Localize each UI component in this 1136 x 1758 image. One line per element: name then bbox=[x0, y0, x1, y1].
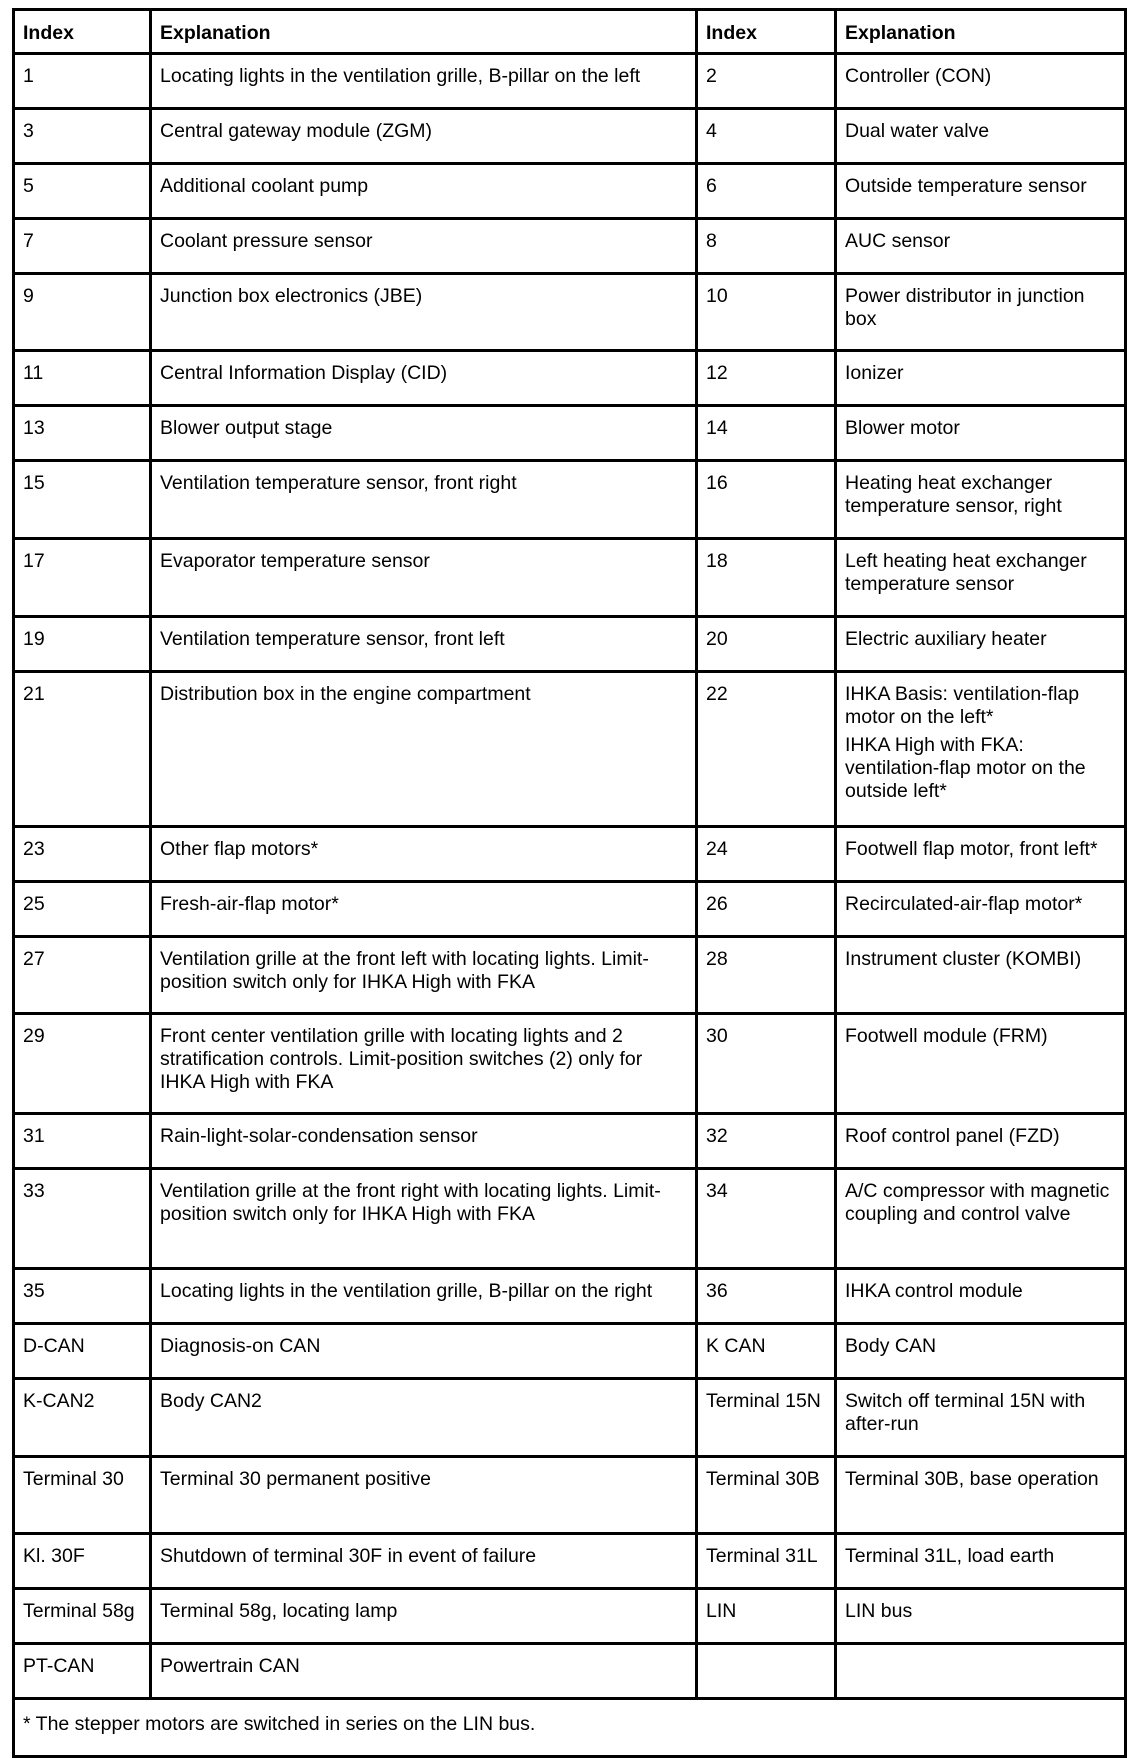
table-row bbox=[14, 1014, 1126, 1114]
explanation-cell: Terminal 58g, locating lamp bbox=[151, 1589, 697, 1644]
index-cell: 26 bbox=[697, 882, 836, 937]
explanation-cell: Evaporator temperature sensor bbox=[151, 539, 697, 617]
table-row bbox=[14, 882, 1126, 937]
index-cell: 20 bbox=[697, 617, 836, 672]
index-cell: 27 bbox=[14, 937, 151, 1014]
explanation-cell bbox=[836, 1644, 1126, 1699]
index-cell: 17 bbox=[14, 539, 151, 617]
explanation-cell: Ventilation temperature sensor, front left bbox=[151, 617, 697, 672]
table-row bbox=[14, 351, 1126, 406]
index-cell: 23 bbox=[14, 827, 151, 882]
table-row bbox=[14, 827, 1126, 882]
explanation-cell: Powertrain CAN bbox=[151, 1644, 697, 1699]
explanation-cell: Fresh-air-flap motor* bbox=[151, 882, 697, 937]
explanation-cell: Central Information Display (CID) bbox=[151, 351, 697, 406]
explanation-cell: Front center ventilation grille with locating lights and 2 stratification controls. Limit-position switches (2) only for IHKA High with FKA bbox=[151, 1014, 697, 1114]
explanation-cell: IHKA control module bbox=[836, 1269, 1126, 1324]
table-row bbox=[14, 1379, 1126, 1457]
explanation-cell: Footwell flap motor, front left* bbox=[836, 827, 1126, 882]
index-cell: 35 bbox=[14, 1269, 151, 1324]
explanation-cell: Blower motor bbox=[836, 406, 1126, 461]
table-row bbox=[14, 1534, 1126, 1589]
explanation-cell: AUC sensor bbox=[836, 219, 1126, 274]
explanation-cell: LIN bus bbox=[836, 1589, 1126, 1644]
index-cell: Terminal 15N bbox=[697, 1379, 836, 1457]
index-cell: D-CAN bbox=[14, 1324, 151, 1379]
index-cell: K CAN bbox=[697, 1324, 836, 1379]
index-cell: LIN bbox=[697, 1589, 836, 1644]
table-row bbox=[14, 164, 1126, 219]
explanation-paragraph: IHKA Basis: ventilation-flap motor on the left* bbox=[845, 683, 1080, 728]
index-cell: 8 bbox=[697, 219, 836, 274]
index-cell: 16 bbox=[697, 461, 836, 539]
index-cell: 6 bbox=[697, 164, 836, 219]
explanation-cell: Blower output stage bbox=[151, 406, 697, 461]
explanation-cell: Central gateway module (ZGM) bbox=[151, 109, 697, 164]
explanation-cell: Ventilation grille at the front right with locating lights. Limit-position switch only for IHKA High with FKA bbox=[151, 1169, 697, 1269]
index-cell: 25 bbox=[14, 882, 151, 937]
explanation-cell: Power distributor in junction box bbox=[836, 274, 1126, 351]
table-row bbox=[14, 109, 1126, 164]
explanation-cell: Distribution box in the engine compartment bbox=[151, 672, 697, 827]
header-row bbox=[14, 10, 1126, 54]
explanation-cell: Left heating heat exchanger temperature sensor bbox=[836, 539, 1126, 617]
explanation-cell: Recirculated-air-flap motor* bbox=[836, 882, 1126, 937]
table-row bbox=[14, 1589, 1126, 1644]
index-cell: 9 bbox=[14, 274, 151, 351]
explanation-cell: Dual water valve bbox=[836, 109, 1126, 164]
index-cell: 5 bbox=[14, 164, 151, 219]
explanation-cell: Junction box electronics (JBE) bbox=[151, 274, 697, 351]
explanation-cell: Locating lights in the ventilation grille, B-pillar on the right bbox=[151, 1269, 697, 1324]
explanation-cell: Footwell module (FRM) bbox=[836, 1014, 1126, 1114]
table-row bbox=[14, 1269, 1126, 1324]
index-cell: Terminal 30 bbox=[14, 1457, 151, 1534]
explanation-cell: Diagnosis-on CAN bbox=[151, 1324, 697, 1379]
explanation-cell: Terminal 31L, load earth bbox=[836, 1534, 1126, 1589]
table-row bbox=[14, 274, 1126, 351]
footnote: * The stepper motors are switched in series on the LIN bus. bbox=[14, 1699, 1126, 1757]
index-cell: 28 bbox=[697, 937, 836, 1014]
footnote-row bbox=[14, 1699, 1126, 1757]
explanation-cell: Terminal 30B, base operation bbox=[836, 1457, 1126, 1534]
index-cell: 21 bbox=[14, 672, 151, 827]
index-cell: 15 bbox=[14, 461, 151, 539]
explanation-cell: Body CAN2 bbox=[151, 1379, 697, 1457]
index-cell: 11 bbox=[14, 351, 151, 406]
index-cell: 33 bbox=[14, 1169, 151, 1269]
index-cell: 2 bbox=[697, 54, 836, 109]
index-cell: 29 bbox=[14, 1014, 151, 1114]
explanation-cell: Shutdown of terminal 30F in event of failure bbox=[151, 1534, 697, 1589]
index-cell bbox=[697, 1644, 836, 1699]
index-cell: 22 bbox=[697, 672, 836, 827]
table-row bbox=[14, 54, 1126, 109]
index-cell: Terminal 58g bbox=[14, 1589, 151, 1644]
explanation-cell: Rain-light-solar-condensation sensor bbox=[151, 1114, 697, 1169]
index-cell: 36 bbox=[697, 1269, 836, 1324]
explanation-cell: Controller (CON) bbox=[836, 54, 1126, 109]
index-cell: Terminal 30B bbox=[697, 1457, 836, 1534]
index-cell: 10 bbox=[697, 274, 836, 351]
table-row bbox=[14, 617, 1126, 672]
explanation-cell: Roof control panel (FZD) bbox=[836, 1114, 1126, 1169]
header-explanation-left: Explanation bbox=[151, 10, 697, 54]
table-row bbox=[14, 219, 1126, 274]
explanation-cell: Electric auxiliary heater bbox=[836, 617, 1126, 672]
index-cell: Terminal 31L bbox=[697, 1534, 836, 1589]
table-row bbox=[14, 1457, 1126, 1534]
explanation-cell: Outside temperature sensor bbox=[836, 164, 1126, 219]
index-cell: 1 bbox=[14, 54, 151, 109]
header-index-left: Index bbox=[14, 10, 151, 54]
header-index-right: Index bbox=[697, 10, 836, 54]
explanation-cell bbox=[836, 672, 1126, 827]
explanation-cell: Instrument cluster (KOMBI) bbox=[836, 937, 1126, 1014]
index-cell: 7 bbox=[14, 219, 151, 274]
explanation-paragraph: IHKA High with FKA: ventilation-flap motor on the outside left* bbox=[845, 734, 1086, 802]
index-cell: PT-CAN bbox=[14, 1644, 151, 1699]
index-cell: Kl. 30F bbox=[14, 1534, 151, 1589]
table-row bbox=[14, 1644, 1126, 1699]
table-row bbox=[14, 1114, 1126, 1169]
explanation-cell: Switch off terminal 15N with after-run bbox=[836, 1379, 1126, 1457]
index-cell: 12 bbox=[697, 351, 836, 406]
table-row bbox=[14, 937, 1126, 1014]
explanation-cell: A/C compressor with magnetic coupling and control valve bbox=[836, 1169, 1126, 1269]
table-row bbox=[14, 539, 1126, 617]
index-cell: 31 bbox=[14, 1114, 151, 1169]
explanation-cell: Locating lights in the ventilation grille, B-pillar on the left bbox=[151, 54, 697, 109]
index-cell: K-CAN2 bbox=[14, 1379, 151, 1457]
table-row bbox=[14, 1169, 1126, 1269]
index-cell: 32 bbox=[697, 1114, 836, 1169]
index-cell: 14 bbox=[697, 406, 836, 461]
index-cell: 24 bbox=[697, 827, 836, 882]
explanation-cell: Terminal 30 permanent positive bbox=[151, 1457, 697, 1534]
table-row bbox=[14, 672, 1126, 827]
explanation-cell: Other flap motors* bbox=[151, 827, 697, 882]
explanation-cell: Additional coolant pump bbox=[151, 164, 697, 219]
table-row bbox=[14, 406, 1126, 461]
explanation-cell: Heating heat exchanger temperature sensor, right bbox=[836, 461, 1126, 539]
index-cell: 34 bbox=[697, 1169, 836, 1269]
explanation-cell: Ventilation temperature sensor, front right bbox=[151, 461, 697, 539]
legend-table bbox=[12, 8, 1127, 1758]
explanation-cell: Ventilation grille at the front left with locating lights. Limit-position switch only for IHKA High with FKA bbox=[151, 937, 697, 1014]
header-explanation-right: Explanation bbox=[836, 10, 1126, 54]
table-row bbox=[14, 1324, 1126, 1379]
explanation-cell: Ionizer bbox=[836, 351, 1126, 406]
index-cell: 18 bbox=[697, 539, 836, 617]
index-cell: 30 bbox=[697, 1014, 836, 1114]
index-cell: 3 bbox=[14, 109, 151, 164]
explanation-cell: Coolant pressure sensor bbox=[151, 219, 697, 274]
index-cell: 19 bbox=[14, 617, 151, 672]
table-row bbox=[14, 461, 1126, 539]
index-cell: 13 bbox=[14, 406, 151, 461]
index-cell: 4 bbox=[697, 109, 836, 164]
explanation-cell: Body CAN bbox=[836, 1324, 1126, 1379]
